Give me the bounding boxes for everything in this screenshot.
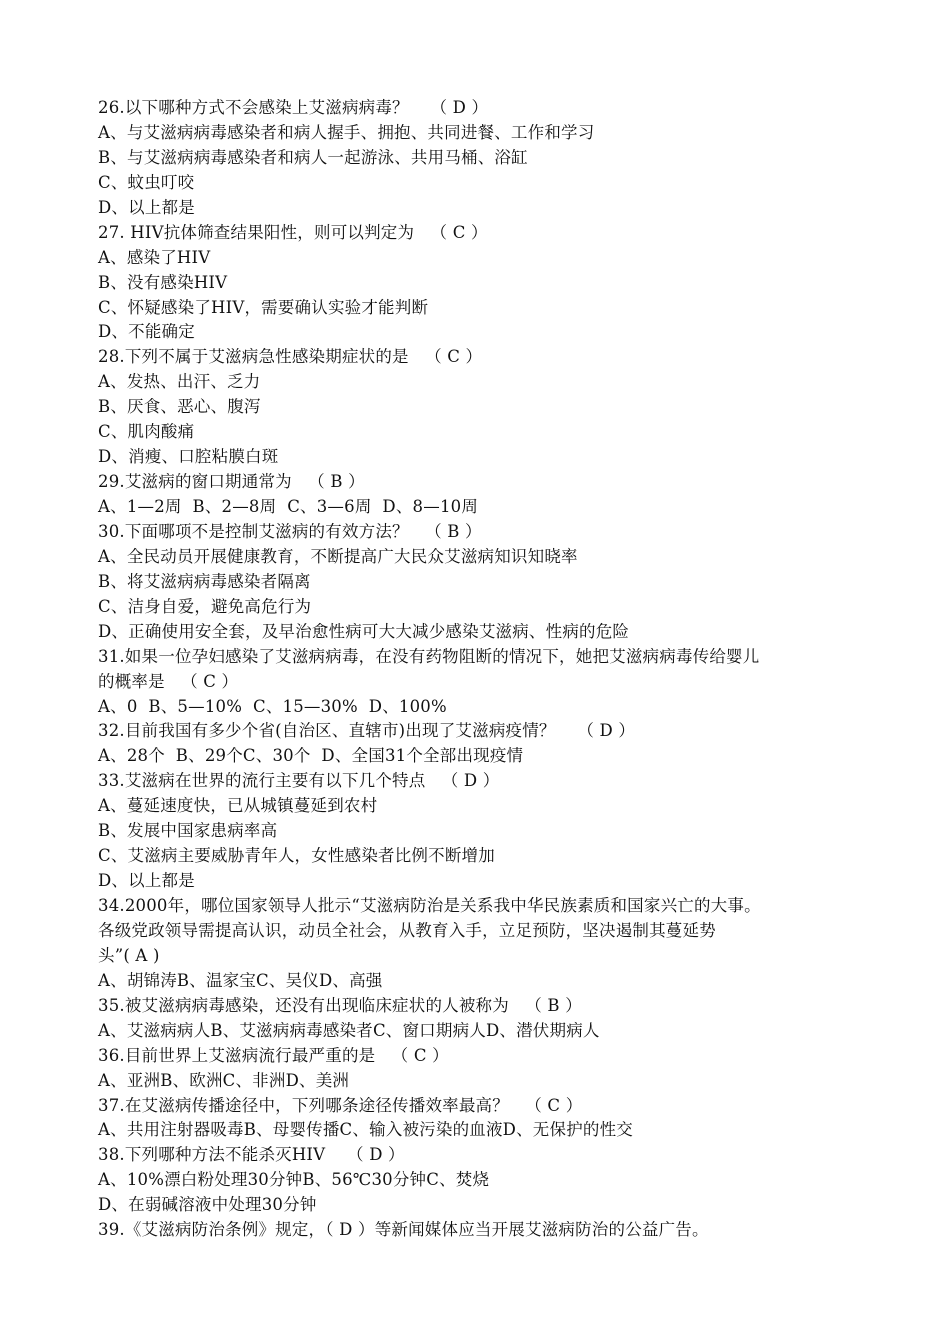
q27-option-c: C、怀疑感染了HIV，需要确认实验才能判断 bbox=[98, 297, 429, 317]
question-32: 32.目前我国有多少个省(自治区、直辖市)出现了艾滋病疫情？ （ D ） bbox=[98, 721, 636, 741]
question-34: 34.2000年，哪位国家领导人批示“艾滋病防治是关系我中华民族素质和国家兴亡的大事。 bbox=[98, 896, 761, 915]
q35-options: A、艾滋病病人B、艾滋病病毒感染者C、窗口期病人D、潜伏期病人 bbox=[98, 1020, 600, 1040]
q28-option-d: D、消瘦、口腔粘膜白斑 bbox=[98, 447, 279, 467]
question-33: 33.艾滋病在世界的流行主要有以下几个特点 （ D ） bbox=[98, 771, 500, 791]
q28-option-a: A、发热、出汗、乏力 bbox=[98, 372, 261, 392]
question-29: 29.艾滋病的窗口期通常为 （ B ） bbox=[98, 472, 365, 492]
q31-options: A、0 B、5—10% C、15—30% D、100% bbox=[98, 696, 447, 716]
q30-option-d: D、正确使用安全套，及早治愈性病可大大减少感染艾滋病、性病的危险 bbox=[98, 621, 630, 641]
question-34-cont-2: 头”( A ) bbox=[98, 945, 160, 965]
q30-option-b: B、将艾滋病病毒感染者隔离 bbox=[98, 571, 311, 591]
q28-option-b: B、厌食、恶心、腹泻 bbox=[98, 397, 261, 417]
q33-option-d: D、以上都是 bbox=[98, 871, 195, 891]
q30-option-c: C、洁身自爱，避免高危行为 bbox=[98, 596, 312, 616]
q26-option-a: A、与艾滋病病毒感染者和病人握手、拥抱、共同进餐、工作和学习 bbox=[98, 122, 595, 142]
q38-options-abc: A、10%漂白粉处理30分钟B、56℃30分钟C、焚烧 bbox=[98, 1170, 490, 1190]
question-38: 38.下列哪种方法不能杀灭HIV （ D ） bbox=[98, 1145, 405, 1165]
q37-options: A、共用注射器吸毒B、母婴传播C、输入被污染的血液D、无保护的性交 bbox=[98, 1120, 633, 1140]
question-36: 36.目前世界上艾滋病流行最严重的是 （ C ） bbox=[98, 1045, 449, 1065]
q26-option-c: C、蚊虫叮咬 bbox=[98, 172, 195, 192]
q27-option-d: D、不能确定 bbox=[98, 322, 195, 342]
q33-option-c: C、艾滋病主要威胁青年人，女性感染者比例不断增加 bbox=[98, 846, 495, 866]
q30-option-a: A、全民动员开展健康教育，不断提高广大民众艾滋病知识知晓率 bbox=[98, 546, 578, 566]
question-26: 26.以下哪种方式不会感染上艾滋病病毒？ （ D ） bbox=[98, 98, 489, 117]
question-text-block bbox=[98, 96, 868, 1243]
q27-option-a: A、感染了HIV bbox=[98, 247, 211, 267]
question-35: 35.被艾滋病病毒感染，还没有出现临床症状的人被称为 （ B ） bbox=[98, 995, 582, 1015]
question-34-cont-1: 各级党政领导需提高认识，动员全社会，从教育入手，立足预防，坚决遏制其蔓延势 bbox=[98, 920, 716, 940]
q33-option-a: A、蔓延速度快，已从城镇蔓延到农村 bbox=[98, 796, 378, 816]
question-31-cont: 的概率是 （ C ） bbox=[98, 671, 239, 691]
q27-option-b: B、没有感染HIV bbox=[98, 272, 228, 292]
q26-option-b: B、与艾滋病病毒感染者和病人一起游泳、共用马桶、浴缸 bbox=[98, 147, 528, 167]
question-27: 27. HIV抗体筛查结果阳性，则可以判定为 （ C ） bbox=[98, 222, 488, 242]
q28-option-c: C、肌肉酸痛 bbox=[98, 422, 195, 442]
q34-options: A、胡锦涛B、温家宝C、吴仪D、高强 bbox=[98, 970, 383, 990]
q29-options: A、1—2周 B、2—8周 C、3—6周 D、8—10周 bbox=[98, 497, 479, 516]
question-39: 39.《艾滋病防治条例》规定，（ D ）等新闻媒体应当开展艾滋病防治的公益广告。 bbox=[98, 1220, 709, 1240]
question-30: 30.下面哪项不是控制艾滋病的有效方法？ （ B ） bbox=[98, 521, 482, 541]
q38-option-d: D、在弱碱溶液中处理30分钟 bbox=[98, 1195, 317, 1215]
question-37: 37.在艾滋病传播途径中，下列哪条途径传播效率最高？ （ C ） bbox=[98, 1095, 583, 1115]
question-31: 31.如果一位孕妇感染了艾滋病病毒，在没有药物阻断的情况下，她把艾滋病病毒传给婴儿 bbox=[98, 646, 760, 666]
q26-option-d: D、以上都是 bbox=[98, 197, 195, 217]
q33-option-b: B、发展中国家患病率高 bbox=[98, 821, 278, 841]
question-28: 28.下列不属于艾滋病急性感染期症状的是 （ C ） bbox=[98, 347, 483, 367]
q36-options: A、亚洲B、欧洲C、非洲D、美洲 bbox=[98, 1070, 350, 1090]
q32-options: A、28个 B、29个C、30个 D、全国31个全部出现疫情 bbox=[98, 746, 524, 766]
